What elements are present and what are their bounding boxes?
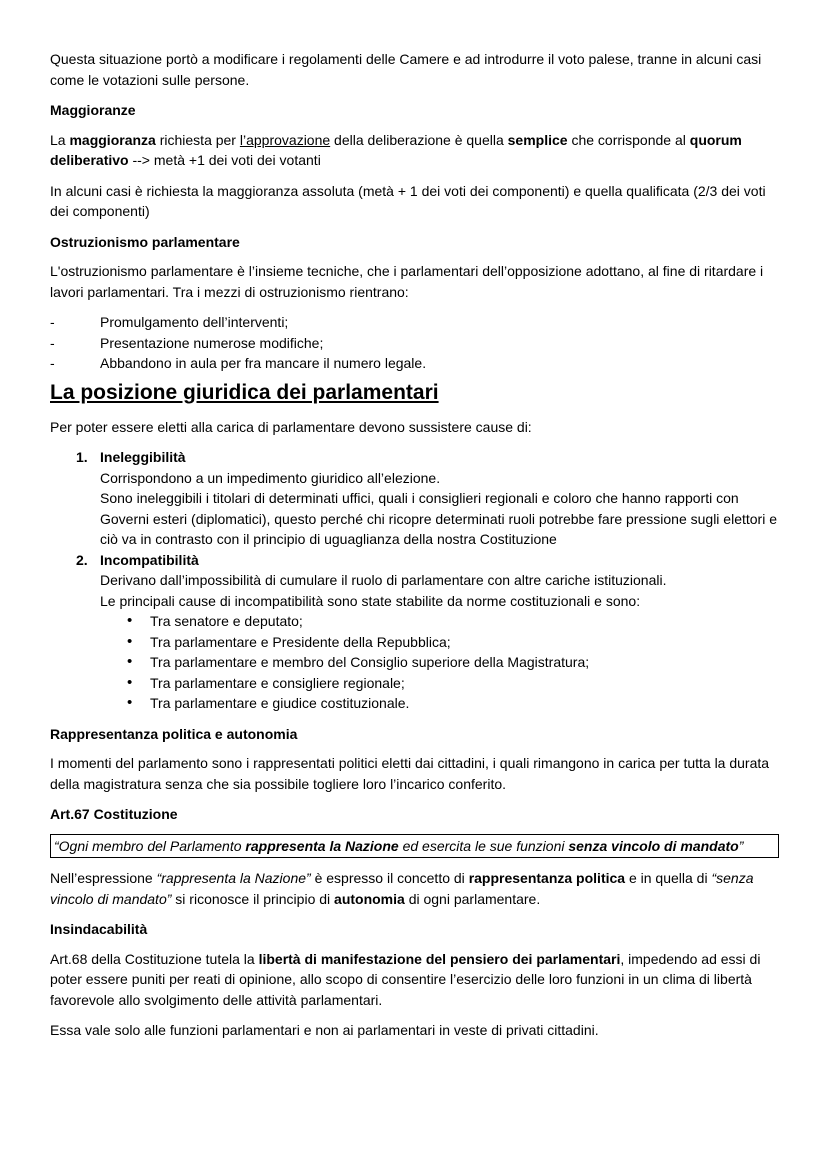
text-run: si riconosce il principio di xyxy=(171,890,335,907)
bold-run: autonomia xyxy=(334,890,405,907)
heading-ostruzionismo: Ostruzionismo parlamentare xyxy=(50,233,240,250)
text-run: Art.68 della Costituzione tutela la xyxy=(50,950,259,967)
insindacabilita-paragraph-1 xyxy=(50,949,780,1011)
ostruzionismo-paragraph: L'ostruzionismo parlamentare è l’insieme tecniche, che i parlamentari dell’opposizione adottano, al fine di ritardare i lavori parlamentari. Tra i mezzi di ostruzionismo rientrano: xyxy=(50,263,764,300)
list-item: • Tra parlamentare e giudice costituzionale. xyxy=(100,693,780,714)
insindacabilita-paragraph-2: Essa vale solo alle funzioni parlamentari e non ai parlamentari in veste di privati cittadini. xyxy=(50,1022,599,1038)
item-line: Le principali cause di incompatibilità sono state stabilite da norme costituzionali e sono: xyxy=(100,592,641,609)
bold-run: semplice xyxy=(507,131,568,148)
bold-run: libertà di manifestazione del pensiero dei parlamentari xyxy=(258,950,621,967)
list-item: • Tra parlamentare e Presidente della Repubblica; xyxy=(100,632,780,653)
text-run: “Ogni membro del Parlamento xyxy=(54,837,246,854)
bold-run: rappresenta la Nazione xyxy=(245,837,399,854)
art67-quote-box xyxy=(50,834,779,859)
text-run: è espresso il concetto di xyxy=(310,870,469,886)
text-run: della deliberazione è quella xyxy=(330,131,508,148)
text-run: , impedendo ad essi di poter essere puniti per reati di opinione, allo scopo di consentire l’esercizio delle loro funzioni in un clima di libertà favorevole allo svolgimento delle attività parlamentari. xyxy=(50,950,761,1008)
list-item-incompatibilita xyxy=(50,550,780,714)
item-title: Incompatibilità xyxy=(100,551,199,568)
bold-run: senza vincolo di mandato xyxy=(568,837,739,854)
heading-art67: Art.67 Costituzione xyxy=(50,806,178,822)
list-item: • Tra senatore e deputato; xyxy=(100,611,780,632)
list-item-ineleggibilita xyxy=(50,447,780,550)
bold-run: quorum deliberativo xyxy=(50,131,742,168)
underlined-run: l’approvazione xyxy=(239,131,331,148)
text-run: Nell’espressione xyxy=(50,870,157,886)
maggioranze-paragraph-1 xyxy=(50,130,780,171)
text-run: La xyxy=(50,131,70,148)
bold-run: maggioranza xyxy=(69,131,156,148)
list-item: • Tra parlamentare e membro del Consiglio superiore della Magistratura; xyxy=(100,652,780,673)
maggioranze-paragraph-2: In alcuni casi è richiesta la maggioranza assoluta (metà + 1 dei voti dei componenti) e quella qualificata (2/3 dei voti dei componenti) xyxy=(50,182,766,219)
list-item: • Tra parlamentare e consigliere regionale; xyxy=(100,673,780,694)
rappresentanza-paragraph: I momenti del parlamento sono i rappresentati politici eletti dai cittadini, i quali rimangono in carica per tutta la durata della magistratura senza che sia possibile togliere loro l’incarico conferito. xyxy=(50,755,770,792)
text-run: ed esercita le sue funzioni xyxy=(398,837,569,854)
item-title: Ineleggibilità xyxy=(100,449,186,465)
heading-maggioranze: Maggioranze xyxy=(50,102,136,118)
item-line: Sono ineleggibili i titolari di determinati uffici, quali i consiglieri regionali e coloro che hanno rapporti con Governi esteri (diplomatici), questo perché chi ricopre determinati ruoli potrebbe fare pressione sugli elettori e ciò va in contrasto con il principio di uguaglianza della nostra Costituzione xyxy=(100,490,777,547)
text-run: ” xyxy=(738,837,744,854)
list-item: - Promulgamento dell’interventi; xyxy=(50,312,780,333)
italic-run: “senza vincolo di mandato” xyxy=(50,870,754,907)
incompatibilita-list xyxy=(100,611,780,714)
intro-paragraph: Questa situazione portò a modificare i regolamenti delle Camere e ad introdurre il voto palese, tranne in alcuni casi come le votazioni sulle persone. xyxy=(50,51,762,88)
list-number: 1. xyxy=(76,449,88,465)
document-page xyxy=(50,49,780,1051)
ostruzionismo-list xyxy=(50,312,780,374)
list-number: 2. xyxy=(76,551,88,568)
item-line: Derivano dall’impossibilità di cumulare il ruolo di parlamentare con altre cariche istituzionali. xyxy=(100,572,667,588)
cause-list xyxy=(50,447,780,714)
heading-insindacabilita: Insindacabilità xyxy=(50,921,148,937)
text-run: che corrisponde al xyxy=(567,131,690,148)
list-item: - Abbandono in aula per fra mancare il numero legale. xyxy=(50,353,780,374)
item-line: Corrispondono a un impedimento giuridico all’elezione. xyxy=(100,469,441,486)
list-item: - Presentazione numerose modifiche; xyxy=(50,333,780,354)
text-run: --> metà +1 dei voti dei votanti xyxy=(128,152,321,168)
section-title: La posizione giuridica dei parlamentari xyxy=(50,380,439,404)
bold-run: rappresentanza politica xyxy=(468,870,626,886)
italic-run: “rappresenta la Nazione” xyxy=(156,870,311,886)
text-run: e in quella di xyxy=(625,870,712,886)
heading-rappresentanza: Rappresentanza politica e autonomia xyxy=(50,725,298,742)
art67-paragraph xyxy=(50,868,780,909)
posizione-intro: Per poter essere eletti alla carica di parlamentare devono sussistere cause di: xyxy=(50,418,532,435)
text-run: di ogni parlamentare. xyxy=(404,890,541,907)
text-run: richiesta per xyxy=(155,131,240,148)
